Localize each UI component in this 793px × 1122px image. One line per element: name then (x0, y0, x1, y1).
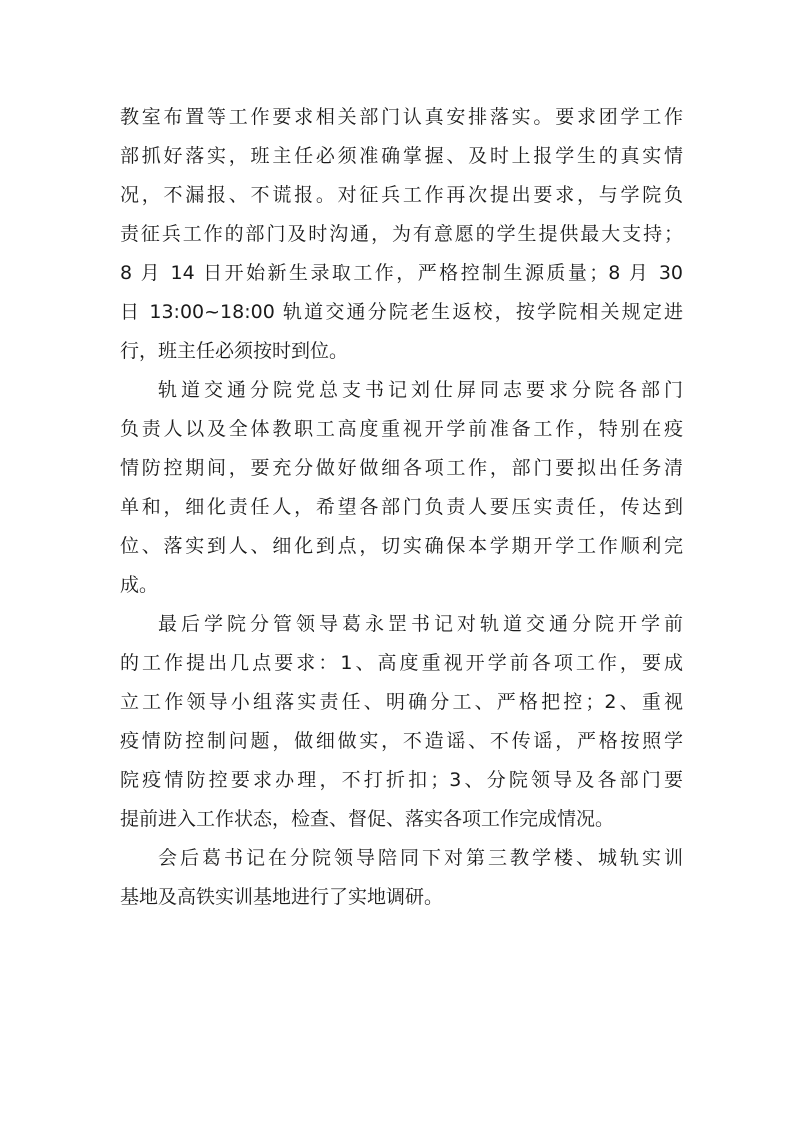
document-body (120, 98, 683, 917)
paragraph (120, 371, 683, 605)
paragraph-line: 况，不漏报、不谎报。对征兵工作再次提出要求，与学院负 (120, 184, 683, 206)
paragraph-line: 负责人以及全体教职工高度重视开学前准备工作，特别在疫 (120, 418, 683, 440)
paragraph-line: 的工作提出几点要求：1、高度重视开学前各项工作，要成 (120, 652, 683, 674)
paragraph (120, 605, 683, 839)
paragraph-line: 单和，细化责任人，希望各部门负责人要压实责任，传达到 (120, 496, 683, 518)
paragraph-line: 部抓好落实，班主任必须准确掌握、及时上报学生的真实情 (120, 145, 683, 167)
paragraph-line: 基地及高铁实训基地进行了实地调研。 (120, 886, 444, 908)
paragraph-line: 日 13:00~18:00 轨道交通分院老生返校，按学院相关规定进 (120, 301, 683, 323)
paragraph-line: 位、落实到人、细化到点，切实确保本学期开学工作顺利完 (120, 535, 683, 557)
paragraph-line: 责征兵工作的部门及时沟通，为有意愿的学生提供最大支持； (120, 223, 683, 245)
paragraph-line: 8 月 14 日开始新生录取工作，严格控制生源质量；8 月 30 (120, 262, 683, 284)
paragraph-line: 立工作领导小组落实责任、明确分工、严格把控；2、重视 (120, 691, 683, 713)
paragraph-line: 行，班主任必须按时到位。 (120, 340, 349, 362)
paragraph-line: 成。 (120, 574, 159, 596)
paragraph-line: 提前进入工作状态，检查、督促、落实各项工作完成情况。 (120, 808, 615, 830)
paragraph-line: 院疫情防控要求办理，不打折扣；3、分院领导及各部门要 (120, 769, 683, 791)
paragraph-line: 情防控期间，要充分做好做细各项工作，部门要拟出任务清 (120, 457, 683, 479)
paragraph (120, 98, 683, 371)
paragraph-line: 会后葛书记在分院领导陪同下对第三教学楼、城轨实训 (158, 847, 683, 869)
paragraph-line: 疫情防控制问题，做细做实，不造谣、不传谣，严格按照学 (120, 730, 683, 752)
paragraph (120, 839, 683, 917)
paragraph-line: 教室布置等工作要求相关部门认真安排落实。要求团学工作 (120, 106, 683, 128)
paragraph-line: 轨道交通分院党总支书记刘仕屏同志要求分院各部门 (158, 379, 683, 401)
paragraph-line: 最后学院分管领导葛永罡书记对轨道交通分院开学前 (158, 613, 683, 635)
